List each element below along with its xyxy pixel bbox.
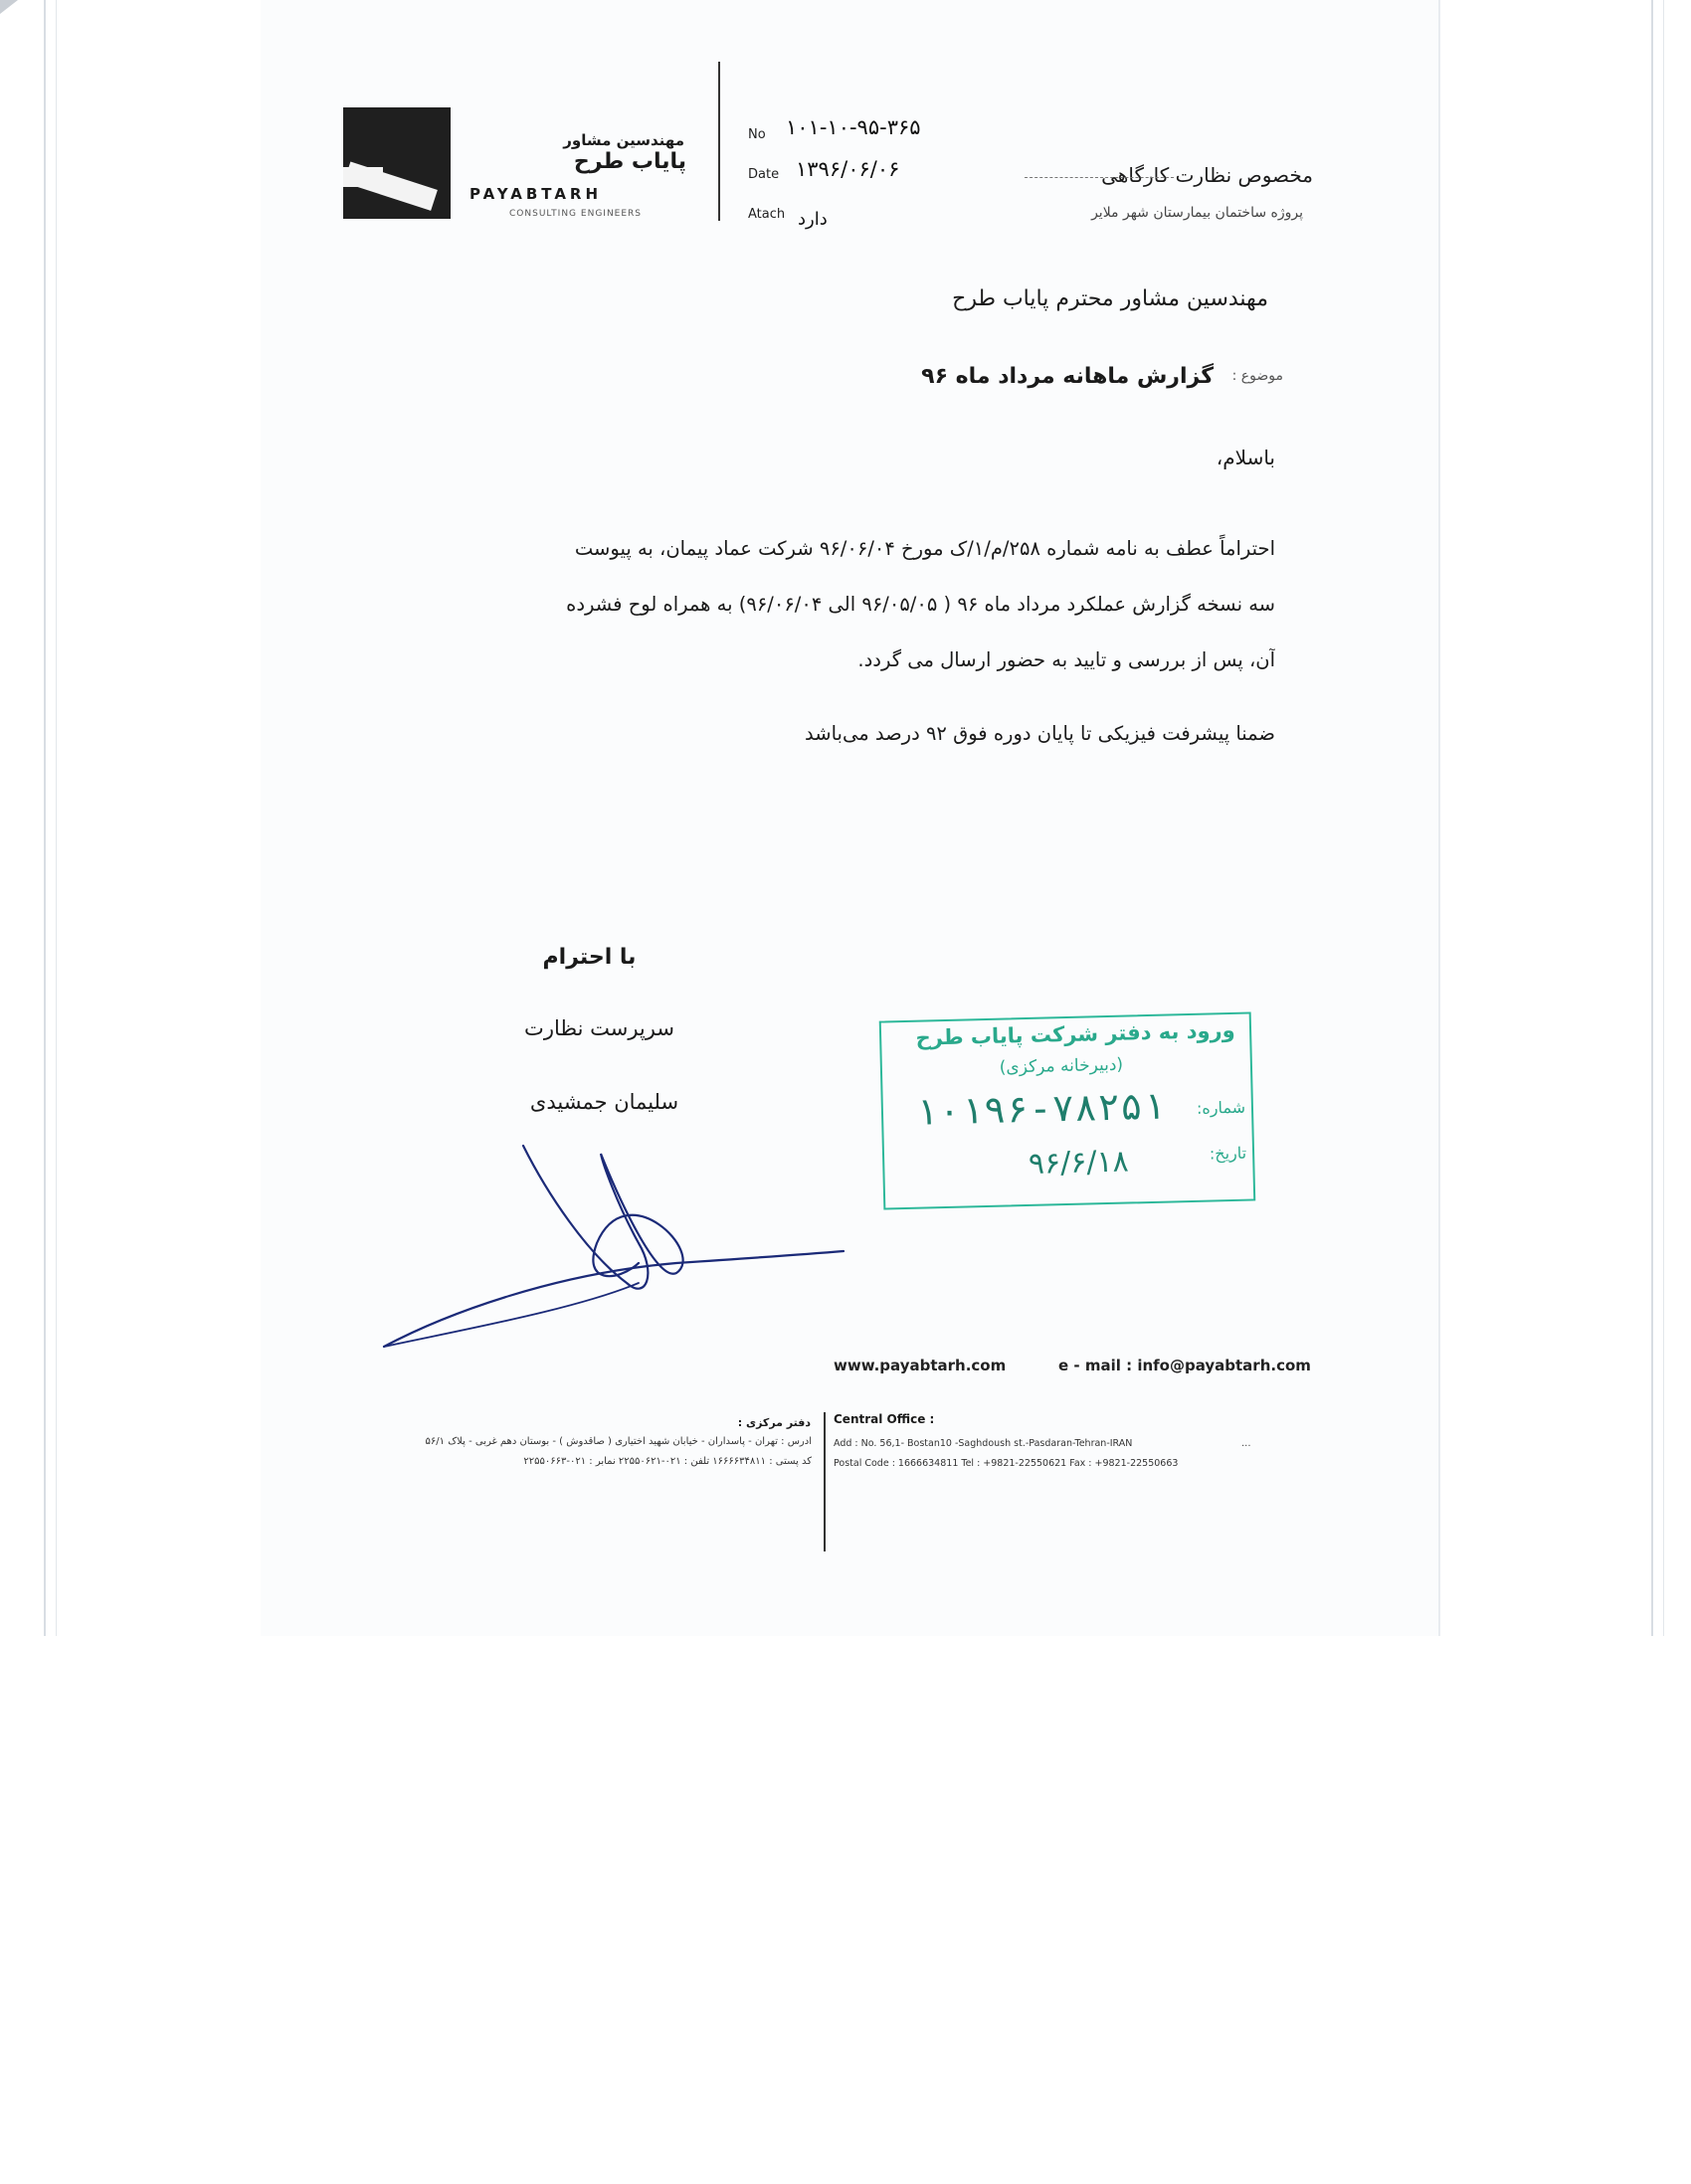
stamp-subtitle: (دبیرخانه مرکزی): [999, 1054, 1124, 1078]
received-stamp: [879, 1011, 1256, 1209]
central-office-mark: ...: [1241, 1438, 1251, 1449]
stacked-page-edge-left: [44, 0, 46, 1636]
signer-name: سلیمان جمشیدی: [529, 1090, 679, 1114]
stacked-page-edge-left-2: [56, 0, 57, 1636]
subject-label: موضوع :: [1231, 368, 1283, 384]
letter-date-label: Date: [748, 167, 780, 182]
company-tagline-en: CONSULTING ENGINEERS: [509, 209, 643, 219]
stamp-title: ورود به دفتر شرکت پایاب طرح: [915, 1017, 1235, 1050]
body-paragraph-line-3: آن، پس از بررسی و تایید به حضور ارسال می گردد.: [857, 648, 1275, 671]
handwritten-signature-icon: [378, 1134, 855, 1363]
central-office-postal: Postal Code : 1666634811 Tel : +9821-22550621 Fax : +9821-22550663: [834, 1458, 1179, 1469]
body-paragraph-line-1: احتراماً عطف به نامه شماره ۲۵۸/م/۱/ک مورخ ۹۶/۰۶/۰۴ شرکت عماد پیمان، به پیوست: [574, 537, 1275, 560]
stamp-date-value: ۹۶/۶/۱۸: [1028, 1144, 1130, 1182]
stacked-page-edge-right-2: [1663, 0, 1664, 1636]
attachment-label: Atach: [748, 207, 786, 222]
stamp-number-label: شماره:: [1196, 1097, 1246, 1118]
special-heading-rule: [1025, 177, 1174, 178]
central-office-address: Add : No. 56,1- Bostan10 -Saghdoush st.-Pasdaran-Tehran-IRAN: [834, 1438, 1133, 1449]
stamp-date-label: تاریخ:: [1209, 1143, 1247, 1164]
signer-title: سرپرست نظارت: [524, 1016, 674, 1040]
letter-number-label: No: [748, 127, 766, 142]
page-corner-fold: [0, 0, 18, 14]
recipient: مهندسین مشاور محترم پایاب طرح: [952, 286, 1268, 311]
closing-regards: با احترام: [542, 945, 637, 970]
body-paragraph-2: ضمنا پیشرفت فیزیکی تا پایان دوره فوق ۹۲ درصد می‌باشد: [805, 722, 1275, 745]
project-line: پروژه ساختمان بیمارستان شهر ملایر: [1091, 205, 1303, 221]
attachment-value: دارد: [798, 209, 828, 230]
subject: گزارش ماهانه مرداد ماه ۹۶: [921, 364, 1214, 389]
stacked-page-edge-right: [1651, 0, 1653, 1636]
greeting: باسلام،: [1216, 446, 1275, 469]
company-name-fa-small: مهندسین مشاور: [563, 131, 684, 149]
body-paragraph-line-2: سه نسخه گزارش عملکرد مرداد ماه ۹۶ ( ۹۶/۰۵/۰۵ الی ۹۶/۰۶/۰۴) به همراه لوح فشرده: [566, 593, 1275, 616]
central-office-label: Central Office :: [834, 1412, 935, 1426]
footer-divider: [824, 1412, 826, 1551]
company-name-en: PAYABTARH: [470, 185, 603, 203]
website-link[interactable]: www.payabtarh.com: [834, 1357, 1007, 1374]
fa-office-phone: کد پستی : ۱۶۶۶۶۳۴۸۱۱ تلفن : ۰۲۱-۲۲۵۵۰۶۲۱ نمابر : ۰۲۱-۲۲۵۵۰۶۶۳: [523, 1456, 812, 1467]
fa-office-label: دفتر مرکزی :: [737, 1416, 811, 1429]
letter-date-value: ۱۳۹۶/۰۶/۰۶: [796, 157, 900, 181]
letter-number-value: ۱۰۱-۱۰-۹۵-۳۶۵: [786, 115, 921, 139]
stamp-number-value: ۱۰۱۹۶-۷۸۲۵۱: [914, 1083, 1167, 1134]
company-name-fa: پایاب طرح: [573, 149, 686, 174]
special-heading: مخصوص نظارت کارگاهی: [1101, 163, 1313, 187]
company-logo-icon: [343, 107, 451, 219]
fa-office-address: آدرس : تهران - پاسداران - خیابان شهید اختیاری ( صاقدوش ) - بوستان دهم غربی - پلاک ۵۶/۱: [425, 1436, 812, 1447]
email-link[interactable]: e - mail : info@payabtarh.com: [1058, 1357, 1311, 1374]
letter-sheet: [261, 0, 1440, 1636]
header-divider: [718, 62, 720, 221]
